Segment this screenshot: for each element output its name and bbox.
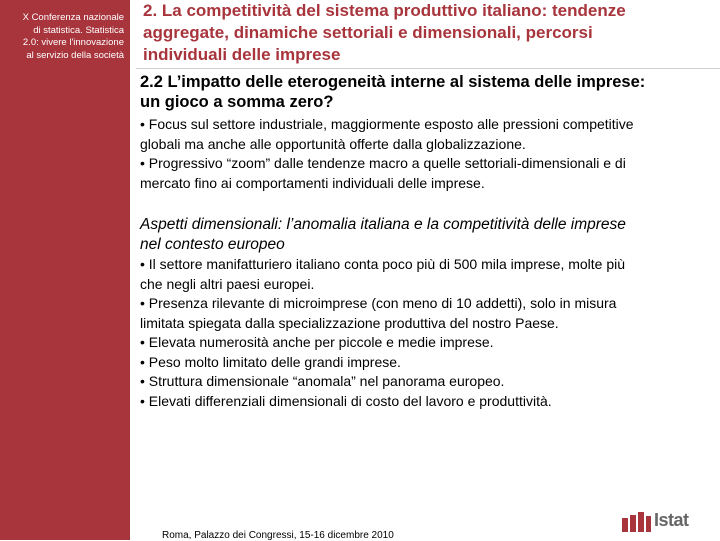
logo-mark-icon	[622, 512, 652, 532]
bullet-line: mercato fino ai comportamenti individuali delle imprese.	[140, 174, 485, 191]
list-item	[140, 372, 705, 392]
list-item	[140, 115, 705, 154]
section-heading-line: Aspetti dimensionali: l’anomalia italiana e la competitività delle imprese	[140, 216, 626, 233]
bullet-line: • Peso molto limitato delle grandi imprese.	[140, 353, 401, 370]
caption-line: X Conferenza nazionale	[22, 12, 124, 23]
list-item	[140, 255, 705, 294]
caption-line: al servizio della società	[26, 49, 124, 61]
istat-logo	[622, 510, 717, 532]
section-heading	[140, 215, 705, 255]
section-bullet-list	[140, 255, 705, 411]
bullet-line: che negli altri paesi europei.	[140, 275, 315, 292]
bullet-line: • Struttura dimensionale “anomala” nel panorama europeo.	[140, 373, 505, 389]
title-line: individuali delle imprese	[143, 45, 341, 64]
bullet-line: • Focus sul settore industriale, maggiormente esposto alle pressioni competitive	[140, 116, 634, 132]
footer-location-date: Roma, Palazzo dei Congressi, 15-16 dicembre 2010	[162, 530, 394, 541]
slide-title	[143, 0, 703, 66]
bullet-line: • Elevati differenziali dimensionali di costo del lavoro e produttività.	[140, 392, 552, 409]
header-divider	[136, 68, 720, 69]
bullet-line: • Elevata numerosità anche per piccole e medie imprese.	[140, 334, 494, 350]
bullet-line: globali ma anche alle opportunità offerte dalla globalizzazione.	[140, 135, 526, 152]
caption-line: 2.0: vivere l'innovazione	[22, 37, 124, 48]
section-heading-line: nel contesto europeo	[140, 236, 285, 253]
bullet-line: • Progressivo “zoom” dalle tendenze macro a quelle settoriali-dimensionali e di	[140, 155, 626, 171]
intro-bullet-list	[140, 115, 705, 193]
conference-caption	[4, 12, 124, 62]
list-item	[140, 353, 705, 373]
list-item	[140, 294, 705, 333]
subtitle-line: un gioco a somma zero?	[140, 93, 334, 111]
title-line: aggregate, dinamiche settoriali e dimensionali, percorsi	[143, 23, 593, 42]
list-item	[140, 392, 705, 412]
slide-body	[140, 72, 705, 411]
bullet-line: • Presenza rilevante di microimprese (con meno di 10 addetti), solo in misura	[140, 295, 617, 311]
bullet-line: • Il settore manifatturiero italiano conta poco più di 500 mila imprese, molte più	[140, 256, 626, 272]
list-item	[140, 154, 705, 193]
slide-subtitle	[140, 72, 705, 112]
bullet-line: limitata spiegata dalla specializzazione produttiva del nostro Paese.	[140, 314, 559, 331]
logo-wordmark: Istat	[654, 510, 689, 530]
caption-line: di statistica. Statistica	[33, 24, 124, 36]
list-item	[140, 333, 705, 353]
sidebar-panel	[0, 0, 130, 540]
title-line: 2. La competitività del sistema produttivo italiano: tendenze	[143, 1, 626, 20]
subtitle-line: 2.2 L’impatto delle eterogeneità interne al sistema delle imprese:	[140, 73, 646, 91]
